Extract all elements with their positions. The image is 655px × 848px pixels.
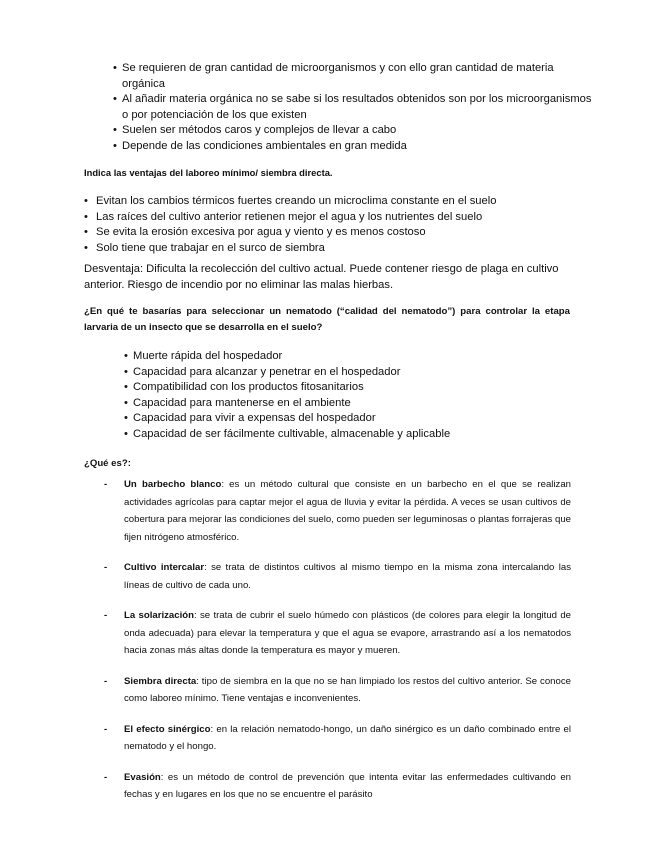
bullet-icon: • bbox=[84, 195, 88, 207]
definition-text: : se trata de cubrir el suelo húmedo con plásticos (de colores para elegir la longitud de onda adecuada) para elevar la temperatura y que el agua se evapore, arrastrando así a los nematodos hacia zonas más altas donde la temperatura es mayor y mueren. bbox=[124, 610, 572, 656]
list-item: • Se evita la erosión excesiva por agua y viento y es menos costoso bbox=[96, 225, 576, 241]
bullet-icon: • bbox=[113, 93, 117, 105]
advantages-list bbox=[84, 194, 576, 256]
definition-item bbox=[84, 673, 571, 708]
dash-marker: - bbox=[104, 562, 108, 573]
dash-marker: - bbox=[104, 610, 108, 621]
bullet-icon: • bbox=[84, 241, 88, 254]
definitions-list bbox=[84, 476, 571, 817]
bullet-icon: • bbox=[113, 124, 117, 136]
definition-item bbox=[84, 607, 571, 660]
definition-text: : en la relación nematodo-hongo, un daño sinérgico es un daño combinado entre el nematodo y el hongo. bbox=[124, 723, 571, 752]
bullet-icon: • bbox=[124, 381, 128, 393]
nematode-quality-list bbox=[124, 349, 573, 442]
list-item: • Evitan los cambios térmicos fuertes creando un microclima constante en el suelo bbox=[96, 194, 576, 210]
bullet-icon: • bbox=[113, 62, 117, 74]
bullet-icon: • bbox=[124, 396, 128, 409]
list-item: • Las raíces del cultivo anterior retienen mejor el agua y los nutrientes del suelo bbox=[96, 210, 576, 226]
dash-marker: - bbox=[104, 675, 108, 687]
section-heading: Indica las ventajas del laboreo mínimo/ siembra directa. bbox=[84, 167, 333, 178]
bullet-icon: • bbox=[84, 226, 88, 238]
definition-term: Siembra directa bbox=[124, 675, 197, 687]
definition-term: La solarización bbox=[124, 610, 194, 621]
definition-term: El efecto sinérgico bbox=[124, 723, 211, 735]
definition-item bbox=[84, 559, 571, 594]
list-item: • Capacidad de ser fácilmente cultivable, almacenable y aplicable bbox=[133, 427, 573, 443]
list-item: • Capacidad para vivir a expensas del hospedador bbox=[133, 411, 573, 427]
definition-text: : es un método cultural que consiste en un barbecho en el que se realizan actividades agrícolas para captar mejor el agua de lluvia y evitar la pérdida. A veces se usan cultivos de cobertura para mejorar las condiciones del suelo, como pueden ser leguminosas o plantas forrajeras que fijen nitrógeno atmosférico. bbox=[124, 479, 572, 543]
list-item: • Depende de las condiciones ambientales en gran medida bbox=[122, 139, 592, 155]
disadvantages-list bbox=[113, 61, 592, 154]
bullet-icon: • bbox=[124, 427, 128, 440]
definition-term: Cultivo intercalar bbox=[124, 562, 205, 573]
question-heading: ¿En qué te basarías para seleccionar un nematodo (“calidad del nematodo”) para controlar la etapa larvaria de un insecto que se desarrolla en el suelo? bbox=[84, 306, 570, 333]
definition-term: Evasión bbox=[124, 771, 161, 783]
list-item: • Muerte rápida del hospedador bbox=[133, 349, 573, 365]
list-item: • Al añadir materia orgánica no se sabe si los resultados obtenidos son por los microorganismos o por potenciación de los que existen bbox=[113, 93, 592, 121]
dash-marker: - bbox=[104, 771, 108, 783]
section-heading: ¿Qué es?: bbox=[84, 458, 131, 469]
bullet-icon: • bbox=[124, 365, 128, 378]
list-item: • Suelen ser métodos caros y complejos de llevar a cabo bbox=[122, 123, 592, 139]
bullet-icon: • bbox=[113, 139, 117, 152]
definition-item bbox=[84, 476, 571, 546]
bullet-icon: • bbox=[84, 210, 88, 223]
definition-item bbox=[84, 721, 571, 756]
definition-text: : es un método de control de prevención que intenta evitar las enfermedades cultivando en fechas y en lugares en los que no se encuentre el parásito bbox=[124, 771, 571, 800]
dash-marker: - bbox=[104, 479, 108, 490]
definition-text: : se trata de distintos cultivos al mismo tiempo en la misma zona intercalando las líneas de cultivo de cada uno. bbox=[124, 562, 571, 591]
bullet-icon: • bbox=[124, 412, 128, 424]
list-item: • Capacidad para mantenerse en el ambiente bbox=[133, 396, 573, 412]
definition-term: Un barbecho blanco bbox=[124, 479, 222, 490]
list-item: • Solo tiene que trabajar en el surco de siembra bbox=[96, 241, 576, 257]
disadvantage-paragraph: Desventaja: Dificulta la recolección del cultivo actual. Puede contener riesgo de plaga en cultivo anterior. Riesgo de incendio por no eliminar las malas hierbas. bbox=[84, 263, 559, 291]
list-item: • Se requieren de gran cantidad de microorganismos y con ello gran cantidad de materia orgánica bbox=[113, 62, 554, 90]
dash-marker: - bbox=[104, 723, 108, 735]
definition-item bbox=[84, 769, 571, 804]
bullet-icon: • bbox=[124, 350, 128, 362]
list-item: • Capacidad para alcanzar y penetrar en el hospedador bbox=[133, 365, 573, 381]
definition-text: : tipo de siembra en la que no se han limpiado los restos del cultivo anterior. Se conoce como laboreo mínimo. Tiene ventajas e inconvenientes. bbox=[124, 675, 571, 704]
list-item: • Compatibilidad con los productos fitosanitarios bbox=[133, 380, 573, 396]
